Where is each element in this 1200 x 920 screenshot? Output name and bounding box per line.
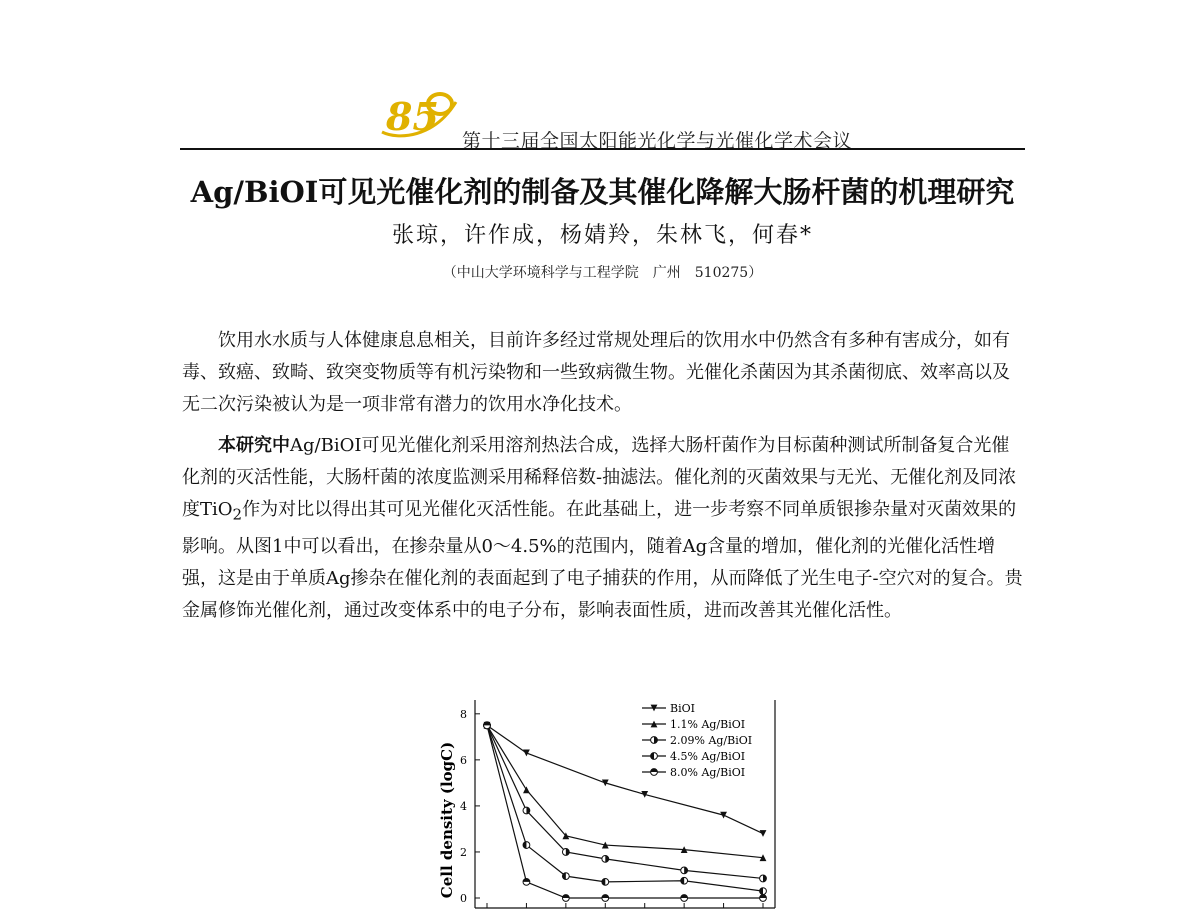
affiliation: （中山大学环境科学与工程学院 广州 510275）: [442, 265, 763, 281]
data-point: [523, 842, 530, 849]
data-point: [523, 786, 530, 793]
data-point: [523, 878, 530, 885]
data-point: [484, 722, 491, 729]
data-point: [681, 895, 688, 902]
y-axis-label: Cell density (logC): [438, 741, 456, 899]
data-point: [681, 867, 688, 874]
data-point: [720, 812, 727, 819]
paper-title: Ag/BiOI可见光催化剂的制备及其催化降解大肠杆菌的机理研究: [190, 175, 1015, 209]
header-rule: [180, 148, 1025, 150]
data-point: [602, 878, 609, 885]
legend-label: 4.5% Ag/BiOI: [670, 750, 746, 763]
y-tick-label: 8: [460, 707, 467, 721]
data-point: [602, 895, 609, 902]
data-point: [562, 849, 569, 856]
data-point: [523, 750, 530, 757]
y-tick-label: 4: [460, 799, 467, 813]
plot-frame: [475, 700, 775, 908]
data-point: [760, 895, 767, 902]
figure-1-chart: [430, 690, 790, 920]
data-point: [641, 791, 648, 798]
paragraph-text: Ag/BiOI可见光催化剂采用溶剂热法合成，选择大肠杆菌作为目标菌种测试所制备复合光催化剂的灭活性能，大肠杆菌的浓度监测采用稀释倍数-抽滤法。催化剂的灭菌效果与无光、无催化剂及同浓度TiO: [182, 435, 1017, 520]
legend-label: 2.09% Ag/BiOI: [670, 734, 753, 747]
data-point: [681, 877, 688, 884]
data-point: [760, 830, 767, 837]
conference-header: 第十三届全国太阳能光化学与光催化学术会议: [462, 130, 853, 152]
data-point: [562, 873, 569, 880]
data-point: [760, 888, 767, 895]
y-tick-label: 6: [460, 753, 467, 767]
body-paragraph-2: [182, 430, 1027, 627]
logo-mark: 85: [386, 94, 439, 139]
data-point: [602, 779, 609, 786]
conference-logo: [378, 88, 460, 144]
data-point: [562, 895, 569, 902]
paragraph-lead: 本研究中: [218, 435, 290, 456]
data-point: [651, 753, 658, 760]
body-paragraph-1: 饮用水水质与人体健康息息相关，目前许多经过常规处理后的饮用水中仍然含有多种有害成分，如有毒、致癌、致畸、致突变物质等有机污染物和一些致病微生物。光催化杀菌因为其杀菌彻底、效率高以及无二次污染被认为是一项非常有潜力的饮用水净化技术。: [182, 330, 1010, 415]
data-point: [651, 769, 658, 776]
legend-label: BiOI: [670, 702, 695, 715]
data-point: [760, 875, 767, 882]
data-point: [602, 855, 609, 862]
author-list: 张琼，许作成，杨婧羚，朱林飞，何春*: [391, 223, 813, 248]
data-point: [523, 807, 530, 814]
legend-label: 8.0% Ag/BiOI: [670, 766, 746, 779]
y-tick-label: 0: [460, 892, 467, 905]
paragraph-text-cont: 作为对比以得出其可见光催化灭活性能。在此基础上，进一步考察不同单质银掺杂量对灭菌效果的影响。从图1中可以看出，在掺杂量从0～4.5%的范围内，随着Ag含量的增加，催化剂的光催化活性增强，这是由于单质Ag掺杂在催化剂的表面起到了电子捕获的作用，从而降低了光生电子-空穴对的复合。贵金属修饰光催化剂，通过改变体系中的电子分布，影响表面性质，进而改善其光催化活性。: [182, 499, 1023, 621]
subscript: 2: [232, 505, 243, 524]
legend-label: 1.1% Ag/BiOI: [670, 718, 746, 731]
series-line: [487, 725, 763, 878]
data-point: [651, 737, 658, 744]
y-tick-label: 2: [460, 845, 467, 859]
